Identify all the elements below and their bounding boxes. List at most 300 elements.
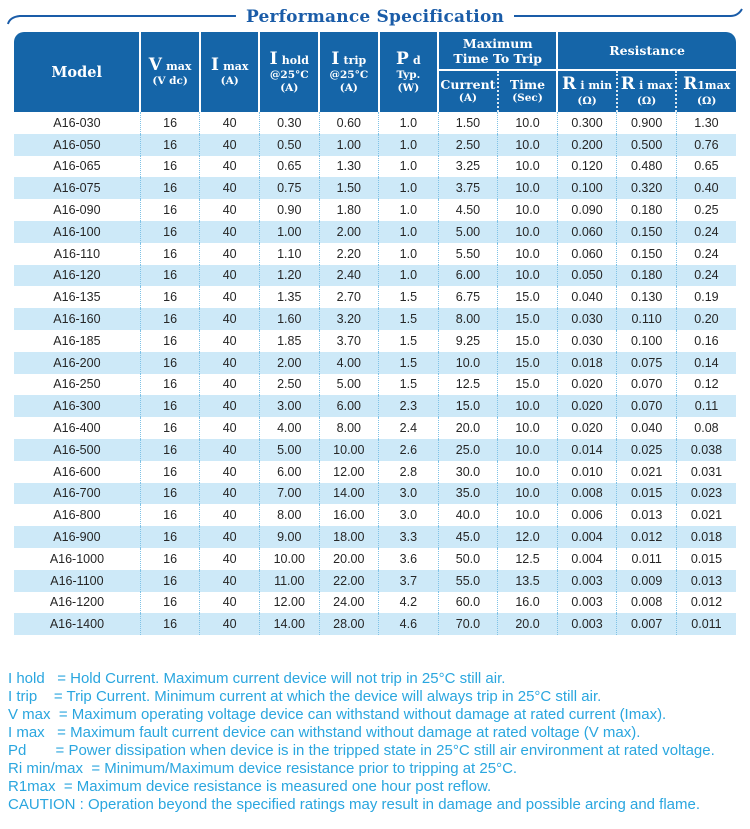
cell-trip-time: 15.0 bbox=[498, 330, 558, 352]
cell-vmax: 16 bbox=[140, 504, 200, 526]
cell-model: A16-090 bbox=[53, 203, 101, 218]
cell-ri-min: 0.020 bbox=[557, 395, 617, 417]
cell-ihold: 0.75 bbox=[259, 177, 319, 199]
cell-ri-min: 0.003 bbox=[557, 613, 617, 635]
cell-pd: 1.0 bbox=[379, 112, 439, 134]
cell-model: A16-900 bbox=[14, 526, 140, 548]
cell-imax: 40 bbox=[200, 374, 260, 396]
cell-pd: 1.0 bbox=[379, 221, 439, 243]
col-header-ihold: I hold @25°C (A) bbox=[259, 32, 319, 112]
cell-trip-current: 1.50 bbox=[438, 112, 498, 134]
cell-vmax: 16 bbox=[140, 439, 200, 461]
cell-vmax: 16 bbox=[140, 156, 200, 178]
cell-ri-max: 0.150 bbox=[617, 243, 677, 265]
cell-itrip: 20.00 bbox=[319, 548, 379, 570]
cell-imax: 40 bbox=[200, 526, 260, 548]
cell-ri-min: 0.006 bbox=[557, 504, 617, 526]
cell-trip-time: 15.0 bbox=[498, 308, 558, 330]
cell-ihold: 5.00 bbox=[259, 439, 319, 461]
cell-ihold: 0.30 bbox=[259, 112, 319, 134]
cell-ri-min: 0.090 bbox=[557, 199, 617, 221]
cell-trip-current: 40.0 bbox=[438, 504, 498, 526]
cell-model: A16-075 bbox=[14, 177, 140, 199]
table-row bbox=[14, 374, 736, 396]
cell-vmax: 16 bbox=[140, 243, 200, 265]
note-line: CAUTION : Operation beyond the specified ratings may result in damage and possible arcing and flame. bbox=[8, 796, 701, 814]
col-header-pd: P d Typ. (W) bbox=[379, 32, 439, 112]
cell-pd: 4.6 bbox=[379, 613, 439, 635]
cell-itrip: 3.20 bbox=[319, 308, 379, 330]
cell-trip-current: 6.75 bbox=[438, 286, 498, 308]
cell-pd: 1.5 bbox=[379, 330, 439, 352]
table-row bbox=[14, 461, 736, 483]
cell-ihold: 1.85 bbox=[259, 330, 319, 352]
cell-itrip: 14.00 bbox=[319, 483, 379, 505]
cell-ri-max: 0.011 bbox=[617, 548, 677, 570]
cell-vmax: 16 bbox=[140, 570, 200, 592]
cell-trip-current: 55.0 bbox=[438, 570, 498, 592]
cell-trip-time: 13.5 bbox=[498, 570, 558, 592]
cell-r1max: 0.021 bbox=[676, 504, 736, 526]
cell-vmax: 16 bbox=[140, 134, 200, 156]
cell-itrip: 4.00 bbox=[319, 352, 379, 374]
cell-pd: 3.3 bbox=[379, 526, 439, 548]
cell-ihold: 3.00 bbox=[259, 395, 319, 417]
cell-trip-current: 15.0 bbox=[438, 395, 498, 417]
cell-ri-max: 0.480 bbox=[617, 156, 677, 178]
cell-vmax: 16 bbox=[140, 199, 200, 221]
cell-model: A16-135 bbox=[53, 290, 101, 305]
col-header-vmax: V max (V dc) bbox=[140, 32, 200, 112]
cell-trip-current: 5.00 bbox=[438, 221, 498, 243]
cell-itrip: 28.00 bbox=[319, 613, 379, 635]
cell-ihold: 0.90 bbox=[259, 199, 319, 221]
cell-ihold: 1.35 bbox=[259, 286, 319, 308]
table-row bbox=[14, 330, 736, 352]
cell-ri-min: 0.060 bbox=[557, 243, 617, 265]
cell-trip-time: 10.0 bbox=[498, 504, 558, 526]
table-row bbox=[14, 199, 736, 221]
cell-ihold: 1.60 bbox=[259, 308, 319, 330]
cell-ri-max: 0.075 bbox=[617, 352, 677, 374]
cell-trip-current: 12.5 bbox=[438, 374, 498, 396]
cell-imax: 40 bbox=[200, 243, 260, 265]
cell-ri-max: 0.013 bbox=[617, 504, 677, 526]
cell-vmax: 16 bbox=[140, 417, 200, 439]
cell-ri-max: 0.070 bbox=[617, 374, 677, 396]
cell-pd: 2.3 bbox=[379, 395, 439, 417]
cell-trip-current: 30.0 bbox=[438, 461, 498, 483]
cell-model: A16-800 bbox=[53, 508, 101, 523]
cell-itrip: 18.00 bbox=[319, 526, 379, 548]
cell-pd: 1.5 bbox=[379, 286, 439, 308]
cell-trip-current: 50.0 bbox=[438, 548, 498, 570]
cell-model: A16-030 bbox=[53, 115, 101, 130]
cell-r1max: 0.65 bbox=[676, 156, 736, 178]
cell-model: A16-700 bbox=[14, 483, 140, 505]
cell-trip-current: 45.0 bbox=[438, 526, 498, 548]
table-row bbox=[14, 221, 736, 243]
cell-trip-time: 10.0 bbox=[498, 439, 558, 461]
cell-trip-time: 10.0 bbox=[498, 461, 558, 483]
cell-ri-max: 0.110 bbox=[617, 308, 677, 330]
note-line: R1max = Maximum device resistance is measured one hour post reflow. bbox=[8, 778, 492, 796]
cell-r1max: 0.40 bbox=[676, 177, 736, 199]
page-title: Performance Specification bbox=[245, 7, 505, 27]
cell-model: A16-200 bbox=[14, 352, 140, 374]
cell-model: A16-400 bbox=[53, 421, 101, 436]
cell-model: A16-100 bbox=[14, 221, 140, 243]
cell-imax: 40 bbox=[200, 461, 260, 483]
cell-trip-current: 20.0 bbox=[438, 417, 498, 439]
title-bar bbox=[0, 0, 750, 32]
cell-ri-min: 0.030 bbox=[557, 308, 617, 330]
cell-itrip: 24.00 bbox=[319, 592, 379, 614]
cell-r1max: 0.24 bbox=[676, 243, 736, 265]
cell-ri-min: 0.003 bbox=[557, 592, 617, 614]
cell-r1max: 0.018 bbox=[676, 526, 736, 548]
cell-ihold: 14.00 bbox=[259, 613, 319, 635]
group-header-resistance: Resistance bbox=[557, 32, 736, 70]
cell-ri-min: 0.003 bbox=[557, 570, 617, 592]
cell-trip-time: 10.0 bbox=[498, 156, 558, 178]
cell-imax: 40 bbox=[200, 592, 260, 614]
cell-imax: 40 bbox=[200, 395, 260, 417]
cell-itrip: 6.00 bbox=[319, 395, 379, 417]
cell-ihold: 7.00 bbox=[259, 483, 319, 505]
cell-itrip: 16.00 bbox=[319, 504, 379, 526]
cell-itrip: 3.70 bbox=[319, 330, 379, 352]
cell-model: A16-1100 bbox=[14, 570, 140, 592]
cell-ri-min: 0.004 bbox=[557, 548, 617, 570]
cell-trip-time: 15.0 bbox=[498, 286, 558, 308]
table-row bbox=[14, 548, 736, 570]
cell-model: A16-160 bbox=[14, 308, 140, 330]
cell-imax: 40 bbox=[200, 417, 260, 439]
cell-r1max: 0.20 bbox=[676, 308, 736, 330]
cell-ri-max: 0.009 bbox=[617, 570, 677, 592]
cell-itrip: 1.80 bbox=[319, 199, 379, 221]
col-header-trip-time: Time (Sec) bbox=[498, 70, 558, 112]
cell-itrip: 2.20 bbox=[319, 243, 379, 265]
cell-ri-min: 0.018 bbox=[557, 352, 617, 374]
cell-trip-time: 15.0 bbox=[498, 374, 558, 396]
cell-r1max: 0.015 bbox=[676, 548, 736, 570]
cell-imax: 40 bbox=[200, 265, 260, 287]
cell-r1max: 0.031 bbox=[676, 461, 736, 483]
table-row bbox=[14, 570, 736, 592]
cell-ri-min: 0.014 bbox=[557, 439, 617, 461]
cell-vmax: 16 bbox=[140, 613, 200, 635]
cell-pd: 2.6 bbox=[379, 439, 439, 461]
cell-itrip: 2.70 bbox=[319, 286, 379, 308]
cell-ihold: 2.00 bbox=[259, 352, 319, 374]
cell-vmax: 16 bbox=[140, 221, 200, 243]
table-row bbox=[14, 156, 736, 178]
col-header-imax: I max (A) bbox=[200, 32, 260, 112]
cell-trip-current: 70.0 bbox=[438, 613, 498, 635]
cell-pd: 3.0 bbox=[379, 483, 439, 505]
cell-pd: 1.0 bbox=[379, 265, 439, 287]
cell-ri-min: 0.040 bbox=[557, 286, 617, 308]
cell-trip-time: 20.0 bbox=[498, 613, 558, 635]
cell-ihold: 6.00 bbox=[259, 461, 319, 483]
cell-r1max: 0.25 bbox=[676, 199, 736, 221]
cell-pd: 1.0 bbox=[379, 156, 439, 178]
notes-section bbox=[8, 670, 744, 814]
table-row bbox=[14, 352, 736, 374]
cell-ri-max: 0.040 bbox=[617, 417, 677, 439]
cell-imax: 40 bbox=[200, 548, 260, 570]
cell-trip-time: 16.0 bbox=[498, 592, 558, 614]
cell-ri-min: 0.200 bbox=[557, 134, 617, 156]
cell-ri-max: 0.320 bbox=[617, 177, 677, 199]
cell-imax: 40 bbox=[200, 134, 260, 156]
cell-model: A16-065 bbox=[53, 159, 101, 174]
cell-vmax: 16 bbox=[140, 548, 200, 570]
cell-pd: 4.2 bbox=[379, 592, 439, 614]
cell-r1max: 0.24 bbox=[676, 221, 736, 243]
cell-imax: 40 bbox=[200, 483, 260, 505]
cell-ri-min: 0.060 bbox=[557, 221, 617, 243]
cell-ri-min: 0.300 bbox=[557, 112, 617, 134]
cell-vmax: 16 bbox=[140, 112, 200, 134]
cell-pd: 1.0 bbox=[379, 134, 439, 156]
cell-pd: 1.0 bbox=[379, 243, 439, 265]
cell-ihold: 12.00 bbox=[259, 592, 319, 614]
cell-pd: 2.8 bbox=[379, 461, 439, 483]
cell-pd: 1.0 bbox=[379, 177, 439, 199]
cell-trip-time: 12.5 bbox=[498, 548, 558, 570]
cell-vmax: 16 bbox=[140, 265, 200, 287]
note-line: I trip = Trip Current. Minimum current at which the device will always trip in 25°C still air. bbox=[8, 688, 602, 706]
cell-ihold: 10.00 bbox=[259, 548, 319, 570]
table-row bbox=[14, 613, 736, 635]
cell-ri-max: 0.500 bbox=[617, 134, 677, 156]
cell-ihold: 8.00 bbox=[259, 504, 319, 526]
cell-ri-max: 0.900 bbox=[617, 112, 677, 134]
cell-ri-min: 0.020 bbox=[557, 374, 617, 396]
cell-trip-time: 15.0 bbox=[498, 352, 558, 374]
table-row bbox=[14, 308, 736, 330]
cell-ri-max: 0.130 bbox=[617, 286, 677, 308]
cell-model: A16-600 bbox=[53, 464, 101, 479]
cell-model: A16-120 bbox=[14, 265, 140, 287]
cell-model: A16-250 bbox=[53, 377, 101, 392]
cell-ihold: 1.20 bbox=[259, 265, 319, 287]
cell-model: A16-050 bbox=[14, 134, 140, 156]
spec-table-container bbox=[14, 32, 736, 635]
col-header-ri-min: R i min (Ω) bbox=[557, 70, 617, 112]
cell-ri-max: 0.100 bbox=[617, 330, 677, 352]
cell-ri-min: 0.004 bbox=[557, 526, 617, 548]
cell-ihold: 9.00 bbox=[259, 526, 319, 548]
table-row bbox=[14, 526, 736, 548]
cell-imax: 40 bbox=[200, 504, 260, 526]
col-header-itrip: I trip @25°C (A) bbox=[319, 32, 379, 112]
cell-vmax: 16 bbox=[140, 286, 200, 308]
cell-vmax: 16 bbox=[140, 526, 200, 548]
cell-ihold: 4.00 bbox=[259, 417, 319, 439]
cell-r1max: 0.013 bbox=[676, 570, 736, 592]
cell-ihold: 1.00 bbox=[259, 221, 319, 243]
cell-ri-min: 0.030 bbox=[557, 330, 617, 352]
table-row bbox=[14, 483, 736, 505]
cell-imax: 40 bbox=[200, 199, 260, 221]
cell-trip-time: 10.0 bbox=[498, 265, 558, 287]
cell-trip-time: 10.0 bbox=[498, 177, 558, 199]
cell-ihold: 0.65 bbox=[259, 156, 319, 178]
cell-pd: 1.5 bbox=[379, 308, 439, 330]
cell-model: A16-1400 bbox=[14, 613, 140, 635]
cell-ri-max: 0.070 bbox=[617, 395, 677, 417]
cell-itrip: 2.00 bbox=[319, 221, 379, 243]
note-line: Ri min/max = Minimum/Maximum device resistance prior to tripping at 25°C. bbox=[8, 760, 518, 778]
cell-imax: 40 bbox=[200, 221, 260, 243]
cell-trip-current: 9.25 bbox=[438, 330, 498, 352]
note-line: I max = Maximum fault current device can withstand without damage at rated voltage (V max). bbox=[8, 724, 641, 742]
table-row bbox=[14, 592, 736, 614]
cell-itrip: 22.00 bbox=[319, 570, 379, 592]
cell-vmax: 16 bbox=[140, 330, 200, 352]
cell-trip-current: 4.50 bbox=[438, 199, 498, 221]
cell-r1max: 0.023 bbox=[676, 483, 736, 505]
cell-imax: 40 bbox=[200, 613, 260, 635]
cell-trip-current: 25.0 bbox=[438, 439, 498, 461]
cell-ri-max: 0.021 bbox=[617, 461, 677, 483]
table-row bbox=[14, 286, 736, 308]
cell-itrip: 0.60 bbox=[319, 112, 379, 134]
cell-ihold: 2.50 bbox=[259, 374, 319, 396]
cell-model: A16-500 bbox=[14, 439, 140, 461]
cell-r1max: 0.11 bbox=[676, 395, 736, 417]
cell-itrip: 5.00 bbox=[319, 374, 379, 396]
cell-r1max: 0.16 bbox=[676, 330, 736, 352]
cell-trip-time: 10.0 bbox=[498, 134, 558, 156]
cell-model: A16-1000 bbox=[49, 551, 105, 566]
cell-ri-max: 0.015 bbox=[617, 483, 677, 505]
cell-pd: 1.5 bbox=[379, 352, 439, 374]
table-row bbox=[14, 177, 736, 199]
cell-pd: 3.7 bbox=[379, 570, 439, 592]
cell-trip-current: 10.0 bbox=[438, 352, 498, 374]
note-line: Pd = Power dissipation when device is in the tripped state in 25°C still air environment at rated voltage. bbox=[8, 742, 715, 760]
cell-trip-time: 10.0 bbox=[498, 417, 558, 439]
spec-table bbox=[14, 32, 736, 635]
cell-trip-current: 8.00 bbox=[438, 308, 498, 330]
cell-model: A16-185 bbox=[53, 333, 101, 348]
title-rule-right bbox=[514, 2, 744, 32]
cell-model: A16-300 bbox=[14, 395, 140, 417]
cell-model: A16-110 bbox=[53, 246, 101, 261]
cell-vmax: 16 bbox=[140, 352, 200, 374]
table-row bbox=[14, 395, 736, 417]
cell-ihold: 11.00 bbox=[259, 570, 319, 592]
table-row bbox=[14, 134, 736, 156]
cell-r1max: 0.24 bbox=[676, 265, 736, 287]
col-header-model: Model bbox=[14, 32, 140, 112]
cell-ri-min: 0.010 bbox=[557, 461, 617, 483]
cell-ri-min: 0.120 bbox=[557, 156, 617, 178]
note-line: I hold = Hold Current. Maximum current device will not trip in 25°C still air. bbox=[8, 670, 506, 688]
cell-pd: 1.0 bbox=[379, 199, 439, 221]
table-row bbox=[14, 112, 736, 134]
cell-ri-max: 0.150 bbox=[617, 221, 677, 243]
cell-pd: 2.4 bbox=[379, 417, 439, 439]
cell-r1max: 1.30 bbox=[676, 112, 736, 134]
cell-trip-time: 12.0 bbox=[498, 526, 558, 548]
cell-imax: 40 bbox=[200, 286, 260, 308]
cell-itrip: 8.00 bbox=[319, 417, 379, 439]
cell-trip-time: 10.0 bbox=[498, 395, 558, 417]
cell-vmax: 16 bbox=[140, 483, 200, 505]
cell-r1max: 0.14 bbox=[676, 352, 736, 374]
cell-r1max: 0.012 bbox=[676, 592, 736, 614]
cell-ihold: 0.50 bbox=[259, 134, 319, 156]
cell-ri-max: 0.180 bbox=[617, 265, 677, 287]
cell-imax: 40 bbox=[200, 112, 260, 134]
cell-trip-time: 10.0 bbox=[498, 243, 558, 265]
cell-ri-min: 0.100 bbox=[557, 177, 617, 199]
cell-imax: 40 bbox=[200, 439, 260, 461]
cell-ri-max: 0.025 bbox=[617, 439, 677, 461]
cell-r1max: 0.011 bbox=[676, 613, 736, 635]
cell-r1max: 0.038 bbox=[676, 439, 736, 461]
cell-vmax: 16 bbox=[140, 461, 200, 483]
cell-ri-max: 0.180 bbox=[617, 199, 677, 221]
cell-pd: 1.5 bbox=[379, 374, 439, 396]
cell-itrip: 1.30 bbox=[319, 156, 379, 178]
cell-itrip: 12.00 bbox=[319, 461, 379, 483]
cell-itrip: 1.50 bbox=[319, 177, 379, 199]
cell-trip-current: 5.50 bbox=[438, 243, 498, 265]
cell-itrip: 10.00 bbox=[319, 439, 379, 461]
cell-vmax: 16 bbox=[140, 177, 200, 199]
cell-trip-current: 60.0 bbox=[438, 592, 498, 614]
cell-trip-current: 2.50 bbox=[438, 134, 498, 156]
cell-vmax: 16 bbox=[140, 592, 200, 614]
title-rule-left bbox=[6, 2, 236, 32]
cell-ri-min: 0.050 bbox=[557, 265, 617, 287]
cell-ri-min: 0.020 bbox=[557, 417, 617, 439]
cell-pd: 3.6 bbox=[379, 548, 439, 570]
cell-model: A16-1200 bbox=[49, 595, 105, 610]
note-line: V max = Maximum operating voltage device can withstand without damage at rated current (Imax). bbox=[8, 706, 667, 724]
cell-imax: 40 bbox=[200, 570, 260, 592]
cell-r1max: 0.19 bbox=[676, 286, 736, 308]
cell-trip-time: 10.0 bbox=[498, 483, 558, 505]
cell-ihold: 1.10 bbox=[259, 243, 319, 265]
cell-trip-current: 35.0 bbox=[438, 483, 498, 505]
cell-itrip: 1.00 bbox=[319, 134, 379, 156]
cell-ri-max: 0.007 bbox=[617, 613, 677, 635]
cell-vmax: 16 bbox=[140, 374, 200, 396]
cell-imax: 40 bbox=[200, 330, 260, 352]
group-header-time-to-trip: Maximum Time To Trip bbox=[438, 32, 557, 70]
table-row bbox=[14, 265, 736, 287]
cell-trip-current: 3.25 bbox=[438, 156, 498, 178]
cell-imax: 40 bbox=[200, 352, 260, 374]
spec-table-body bbox=[14, 112, 736, 635]
table-row bbox=[14, 417, 736, 439]
table-row bbox=[14, 439, 736, 461]
cell-ri-max: 0.008 bbox=[617, 592, 677, 614]
cell-r1max: 0.08 bbox=[676, 417, 736, 439]
cell-trip-time: 10.0 bbox=[498, 221, 558, 243]
cell-trip-time: 10.0 bbox=[498, 112, 558, 134]
cell-imax: 40 bbox=[200, 156, 260, 178]
col-header-trip-current: Current (A) bbox=[438, 70, 498, 112]
